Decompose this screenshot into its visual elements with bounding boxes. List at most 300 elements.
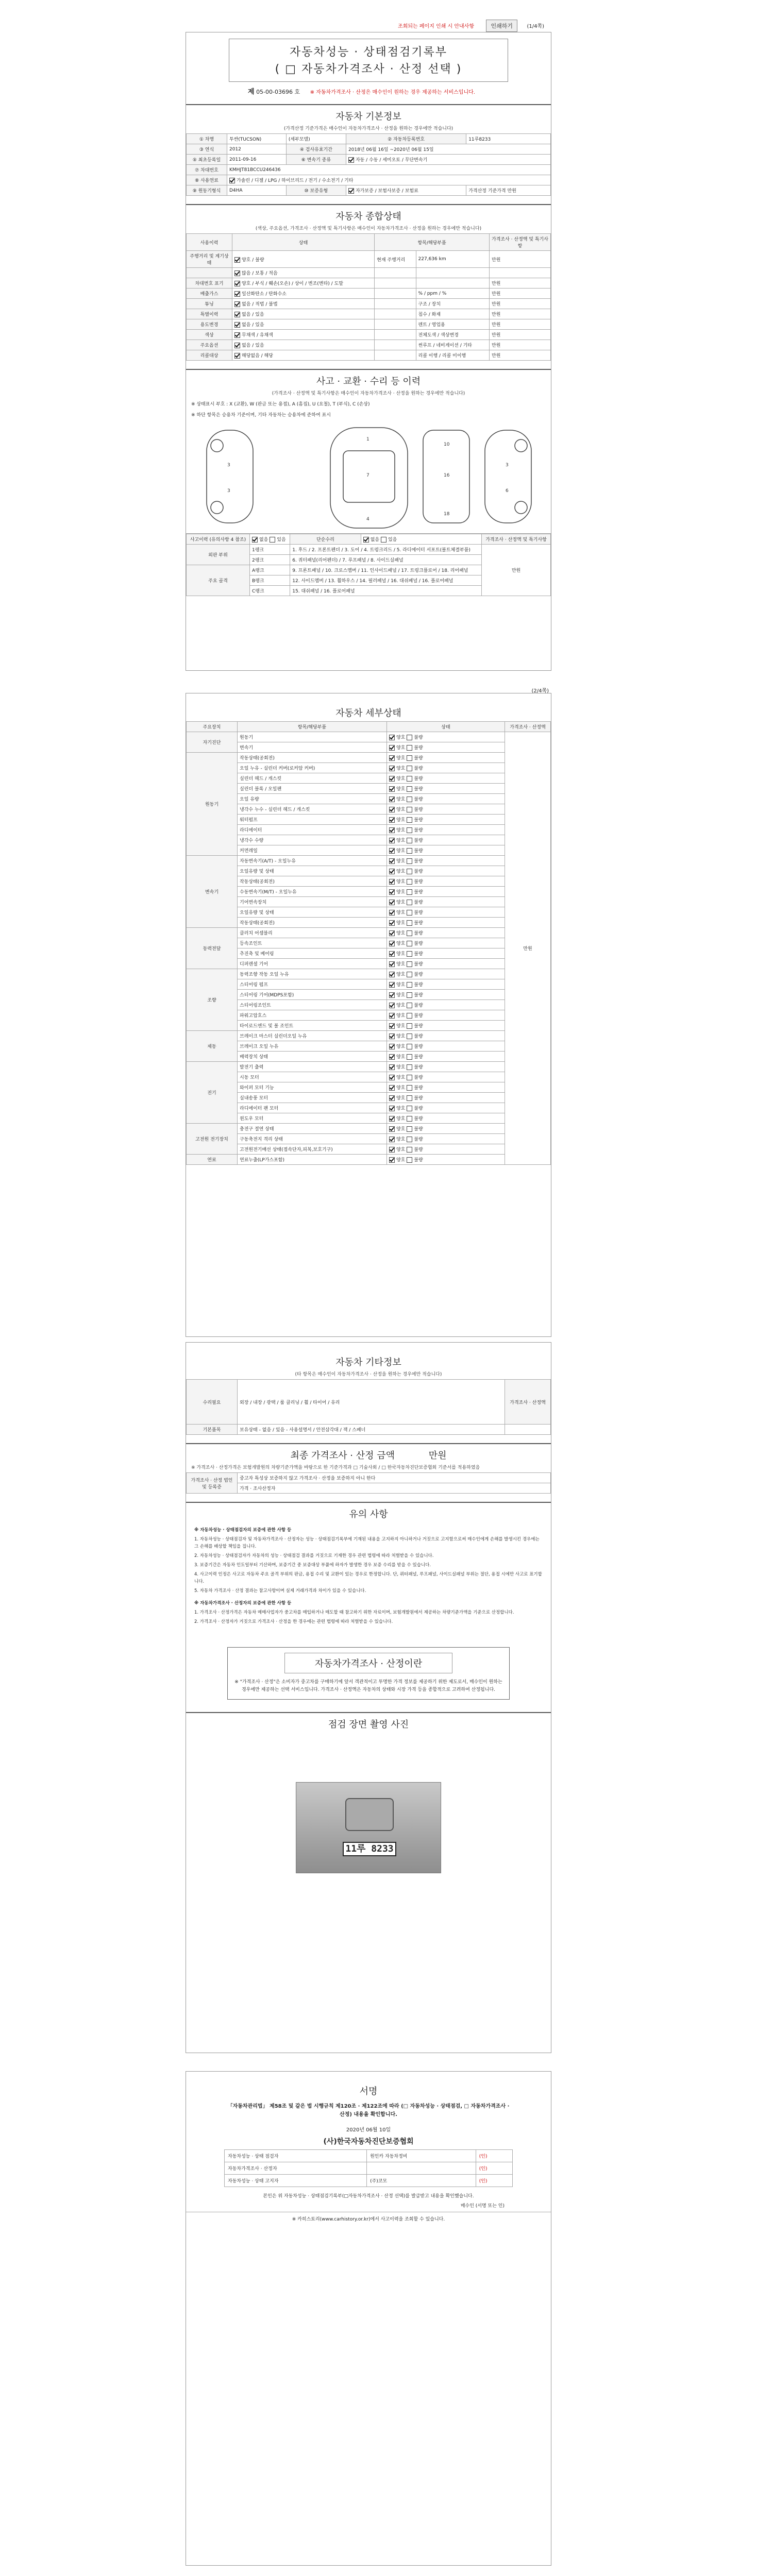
state-bad-label: 불량 bbox=[414, 838, 423, 843]
group-cell: 고전원 전기장치 bbox=[187, 1124, 238, 1155]
notice-item: 1. 가격조사 · 산정가격은 자동차 매매사업자가 중고차를 매입하거나 매도할 때 참고하기 위한 자료이며, 보험개발원에서 제공하는 차량기준가액을 기준으로 산정합니다. bbox=[194, 1610, 514, 1615]
state-good-label: 양호 bbox=[396, 1086, 406, 1091]
cell: 썬루프 / 네비게이션 / 기타 bbox=[416, 340, 489, 350]
cell: 227,636 km bbox=[416, 251, 489, 268]
checkbox-icon bbox=[389, 930, 395, 936]
checkbox-icon bbox=[407, 1106, 412, 1111]
cell: D4HA bbox=[227, 185, 287, 196]
table-row bbox=[187, 1155, 551, 1165]
checkbox-icon bbox=[407, 745, 412, 751]
state-bad-label: 불량 bbox=[414, 797, 423, 802]
checkbox-icon bbox=[389, 1126, 395, 1132]
state-good-label: 양호 bbox=[396, 818, 406, 823]
item-cell: 원동기 bbox=[238, 732, 387, 742]
table-row bbox=[187, 815, 551, 825]
item-cell: 추진축 및 베어링 bbox=[238, 948, 387, 959]
checkbox-icon bbox=[234, 281, 240, 286]
group-cell: 동력전달 bbox=[187, 928, 238, 969]
cell: ⑦ 차대번호 bbox=[187, 165, 227, 175]
state-bad-label: 불량 bbox=[414, 787, 423, 792]
table-row bbox=[187, 1031, 551, 1041]
state-good-label: 양호 bbox=[396, 869, 406, 874]
table-row bbox=[187, 1010, 551, 1021]
checkbox-icon bbox=[389, 1044, 395, 1049]
cell: ② 자동차등록번호 bbox=[346, 134, 466, 144]
table-row bbox=[187, 1093, 551, 1103]
checkbox-icon bbox=[407, 1033, 412, 1039]
doc-suffix: 호 bbox=[294, 89, 300, 95]
cell bbox=[232, 309, 375, 319]
cell bbox=[375, 299, 416, 309]
notice-body bbox=[186, 1522, 551, 1632]
doc-note: ※ 자동차가격조사 · 산정은 매수인이 원하는 경우 제공하는 서비스입니다. bbox=[310, 90, 475, 95]
state-good-label: 양호 bbox=[396, 921, 406, 926]
cell: % / ppm / % bbox=[416, 289, 489, 299]
cell: B랭크 bbox=[249, 575, 290, 586]
cell-text: 없음 / 있음 bbox=[242, 323, 264, 328]
checkbox-icon bbox=[234, 312, 240, 317]
checkbox-icon bbox=[407, 1095, 412, 1101]
table-row bbox=[187, 742, 551, 753]
table-row bbox=[187, 876, 551, 887]
item-cell: 기어변속장치 bbox=[238, 897, 387, 907]
col-header: 상태 bbox=[387, 722, 505, 732]
state-bad-label: 불량 bbox=[414, 1044, 423, 1049]
checkbox-icon bbox=[389, 982, 395, 988]
item-cell: 실린더 블록 / 오일팬 bbox=[238, 784, 387, 794]
state-cell bbox=[387, 1021, 505, 1031]
item-cell: 스티어링 펌프 bbox=[238, 979, 387, 990]
item-cell: 디퍼렌셜 기어 bbox=[238, 959, 387, 969]
state-cell bbox=[387, 979, 505, 990]
checkbox-icon bbox=[389, 961, 395, 967]
table-row bbox=[187, 1113, 551, 1124]
item-cell: 브레이크 오일 누유 bbox=[238, 1041, 387, 1052]
table-row bbox=[187, 959, 551, 969]
checkbox-icon bbox=[229, 178, 235, 183]
cell bbox=[361, 534, 481, 545]
checkbox-icon bbox=[407, 755, 412, 761]
state-cell bbox=[387, 1103, 505, 1113]
cell: 리콜 이행 / 리콜 미이행 bbox=[416, 350, 489, 361]
group-cell: 자기진단 bbox=[187, 732, 238, 753]
cell bbox=[232, 319, 375, 330]
cell: 만원 bbox=[490, 251, 551, 268]
state-good-label: 양호 bbox=[396, 982, 406, 988]
checkbox-icon bbox=[389, 1003, 395, 1008]
checkbox-icon bbox=[389, 972, 395, 977]
item-cell: 와이퍼 모터 기능 bbox=[238, 1082, 387, 1093]
state-cell bbox=[387, 835, 505, 845]
state-good-label: 양호 bbox=[396, 1044, 406, 1049]
state-good-label: 양호 bbox=[396, 1116, 406, 1122]
state-bad-label: 불량 bbox=[414, 921, 423, 926]
item-cell: 윈도우 모터 bbox=[238, 1113, 387, 1124]
checkbox-icon bbox=[407, 1147, 412, 1153]
checkbox-icon bbox=[389, 858, 395, 864]
group-cell: 원동기 bbox=[187, 753, 238, 856]
col-header: 주요장치 bbox=[187, 722, 238, 732]
cell: 1. 후드 / 2. 프론트펜더 / 3. 도어 / 4. 트렁크리드 / 5. 라디에이터 서포트(볼트체결부품) bbox=[290, 545, 482, 555]
state-bad-label: 불량 bbox=[414, 1075, 423, 1080]
state-good-label: 양호 bbox=[396, 1065, 406, 1070]
table-row bbox=[187, 753, 551, 763]
checkbox-icon bbox=[389, 1095, 395, 1101]
table-row bbox=[187, 1473, 551, 1483]
state-good-label: 양호 bbox=[396, 849, 406, 854]
page-number: (1/4쪽) bbox=[527, 24, 544, 29]
table-row bbox=[187, 969, 551, 979]
state-good-label: 양호 bbox=[396, 972, 406, 977]
table-row bbox=[187, 134, 551, 144]
cell: 자동차가격조사 · 산정자 bbox=[225, 2162, 367, 2175]
checkbox-icon bbox=[389, 786, 395, 792]
state-bad-label: 불량 bbox=[414, 1158, 423, 1163]
cell: 렌트 / 영업용 bbox=[416, 319, 489, 330]
item-cell: 고전원전기배선 상태(접속단자,피복,보호기구) bbox=[238, 1144, 387, 1155]
checkbox-icon bbox=[234, 343, 240, 348]
state-cell bbox=[387, 1093, 505, 1103]
cell-text: 무채색 / 유채색 bbox=[242, 333, 273, 338]
cell: ⑥ 변속기 종류 bbox=[286, 155, 346, 165]
cell: 보유상태 - 없음 / 있음 - 사용설명서 / 안전삼각대 / 잭 / 스패너 bbox=[238, 1425, 505, 1435]
cell: 색상 bbox=[187, 330, 232, 340]
cell bbox=[232, 278, 375, 289]
print-notice-link[interactable]: 조회되는 페이지 인쇄 시 안내사항 bbox=[398, 24, 474, 29]
cell bbox=[416, 268, 489, 278]
cell: 가격 · 조사산정자 bbox=[238, 1483, 551, 1494]
item-cell: 스티어링조인트 bbox=[238, 1000, 387, 1010]
checkbox-icon bbox=[407, 951, 412, 957]
checkbox-icon bbox=[389, 1137, 395, 1142]
table-row bbox=[187, 251, 551, 268]
item-cell: 오일유량 및 상태 bbox=[238, 866, 387, 876]
col-header: 상태 bbox=[232, 234, 375, 251]
cell: 투싼(TUCSON) bbox=[227, 134, 287, 144]
page-3 bbox=[186, 1342, 551, 2053]
cell bbox=[367, 2162, 476, 2175]
table-row bbox=[187, 319, 551, 330]
checkbox-icon bbox=[389, 1157, 395, 1163]
col-header: 항목/해당부품 bbox=[375, 234, 490, 251]
state-bad-label: 불량 bbox=[414, 849, 423, 854]
cell bbox=[187, 268, 232, 278]
cell: 외장 / 내장 / 광택 / 룸 클리닝 / 휠 / 타이어 / 유리 bbox=[238, 1380, 505, 1425]
cell bbox=[232, 268, 375, 278]
state-cell bbox=[387, 1155, 505, 1165]
cell bbox=[346, 155, 550, 165]
table-row bbox=[187, 784, 551, 794]
item-cell: 냉각수 누수 - 실린더 헤드 / 개스킷 bbox=[238, 804, 387, 815]
checkbox-icon bbox=[348, 157, 354, 163]
sign-org: (사)한국자동차진단보증협회 bbox=[323, 2138, 414, 2146]
state-bad-label: 불량 bbox=[414, 993, 423, 998]
car-right-side bbox=[485, 430, 531, 523]
checkbox-icon bbox=[389, 879, 395, 885]
cell: 9. 프론트패널 / 10. 크로스멤버 / 11. 인사이드패널 / 17. 트렁크플로어 / 18. 리어패널 bbox=[290, 565, 482, 575]
cell: 차대번호 표기 bbox=[187, 278, 232, 289]
table-row bbox=[187, 866, 551, 876]
checkbox-icon bbox=[407, 992, 412, 998]
cell: 만원 bbox=[490, 299, 551, 309]
state-cell bbox=[387, 1052, 505, 1062]
state-good-label: 양호 bbox=[396, 1127, 406, 1132]
state-cell bbox=[387, 969, 505, 979]
state-cell bbox=[387, 815, 505, 825]
item-cell: 브레이크 마스터 실린더오일 누유 bbox=[238, 1031, 387, 1041]
state-cell bbox=[387, 773, 505, 784]
item-cell: 실린더 헤드 / 개스킷 bbox=[238, 773, 387, 784]
cell-text: 자가보증 / 보험사보증 / 보험료 bbox=[355, 189, 418, 194]
cell: 만원 bbox=[490, 309, 551, 319]
group-cell: 조향 bbox=[187, 969, 238, 1031]
car-label: 3 bbox=[506, 463, 509, 468]
cell: 사고이력 (유의사항 4 참조) bbox=[187, 534, 250, 545]
checkbox-icon bbox=[407, 1054, 412, 1060]
state-cell bbox=[387, 856, 505, 866]
state-cell bbox=[387, 948, 505, 959]
cell-text: 가격산정 기준가격 bbox=[468, 189, 506, 194]
state-bad-label: 불량 bbox=[414, 818, 423, 823]
cell: (인) bbox=[476, 2150, 512, 2162]
checkbox-icon bbox=[389, 869, 395, 874]
cell: (세부모델) bbox=[286, 134, 346, 144]
cell: 12. 사이드멤버 / 13. 휠하우스 / 14. 필러패널 / 16. 대쉬패널 / 16. 플로어패널 bbox=[290, 575, 482, 586]
cell bbox=[346, 185, 466, 196]
item-cell: 커먼레일 bbox=[238, 845, 387, 856]
item-cell: 파워고압호스 bbox=[238, 1010, 387, 1021]
checkbox-icon bbox=[389, 776, 395, 782]
state-good-label: 양호 bbox=[396, 1003, 406, 1008]
state-bad-label: 불량 bbox=[414, 1147, 423, 1153]
cell: 리콜대상 bbox=[187, 350, 232, 361]
checkbox-icon bbox=[407, 869, 412, 874]
cell bbox=[232, 289, 375, 299]
table-row bbox=[187, 1062, 551, 1072]
state-good-label: 양호 bbox=[396, 745, 406, 751]
table-header-row bbox=[187, 722, 551, 732]
state-cell bbox=[387, 763, 505, 773]
table-row bbox=[187, 1021, 551, 1031]
table-row bbox=[187, 1425, 551, 1435]
cell: ① 차명 bbox=[187, 134, 227, 144]
cell: KMHJT81BCCU246436 bbox=[227, 165, 551, 175]
table-row bbox=[187, 1134, 551, 1144]
cell: (인) bbox=[476, 2162, 512, 2175]
checkbox-icon bbox=[381, 537, 386, 543]
document-title: 자동차성능 · 상태점검기록부 bbox=[289, 46, 447, 59]
table-row bbox=[187, 155, 551, 165]
state-good-label: 양호 bbox=[396, 735, 406, 740]
state-bad-label: 불량 bbox=[414, 972, 423, 977]
table-row bbox=[187, 278, 551, 289]
state-bad-label: 불량 bbox=[414, 828, 423, 833]
cell: ⑩ 보증유형 bbox=[286, 185, 346, 196]
table-row bbox=[187, 1072, 551, 1082]
car-label: 4 bbox=[366, 517, 369, 522]
checkbox-icon bbox=[407, 1126, 412, 1132]
cell: 11루8233 bbox=[466, 134, 551, 144]
cell: 기본품목 bbox=[187, 1425, 238, 1435]
wheel-icon bbox=[211, 501, 223, 514]
car-label: 3 bbox=[227, 488, 230, 494]
cell: 외판 부위 bbox=[187, 545, 250, 565]
receipt-sign: 매수인 (서명 또는 인) bbox=[460, 2204, 505, 2209]
state-bad-label: 불량 bbox=[414, 1086, 423, 1091]
checkbox-icon bbox=[407, 1044, 412, 1049]
table-row bbox=[187, 1144, 551, 1155]
table-row bbox=[187, 268, 551, 278]
state-bad-label: 불량 bbox=[414, 766, 423, 771]
checkbox-icon bbox=[234, 332, 240, 338]
final-price-label: 최종 가격조사 · 산정 금액 bbox=[290, 1450, 395, 1461]
notice-head-1: ※ 자동차성능 · 상태점검자의 보증에 관한 사항 등 bbox=[194, 1528, 292, 1533]
checkbox-icon bbox=[407, 941, 412, 946]
state-cell bbox=[387, 1144, 505, 1155]
checkbox-icon bbox=[252, 537, 258, 543]
cell bbox=[375, 330, 416, 340]
cell bbox=[375, 309, 416, 319]
col-header: 항목/해당부품 bbox=[238, 722, 387, 732]
checkbox-icon bbox=[348, 188, 354, 194]
state-bad-label: 불량 bbox=[414, 1106, 423, 1111]
cell: (주)코모 bbox=[367, 2175, 476, 2187]
state-good-label: 양호 bbox=[396, 1096, 406, 1101]
final-price-unit: 만원 bbox=[428, 1450, 447, 1461]
cell: 중고자 특성상 보증하지 않고 가격조사 · 산정을 보증하지 아니 한다 bbox=[238, 1473, 551, 1483]
table-row bbox=[187, 763, 551, 773]
state-cell bbox=[387, 897, 505, 907]
checkbox-icon bbox=[389, 796, 395, 802]
table-row bbox=[187, 1052, 551, 1062]
cell: 침수 / 화재 bbox=[416, 309, 489, 319]
print-button[interactable]: 인쇄하기 bbox=[486, 20, 517, 32]
cell-text: 있음 bbox=[277, 537, 286, 543]
state-bad-label: 불량 bbox=[414, 1096, 423, 1101]
item-cell: 충전구 절연 상태 bbox=[238, 1124, 387, 1134]
state-cell bbox=[387, 1082, 505, 1093]
cell: 단순수리 bbox=[290, 534, 361, 545]
state-cell bbox=[387, 990, 505, 1000]
state-good-label: 양호 bbox=[396, 1147, 406, 1153]
cell: 가격조사 · 산정액 bbox=[505, 1380, 551, 1425]
cell: ④ 검사유효기간 bbox=[286, 144, 346, 155]
table-row bbox=[187, 1380, 551, 1425]
wheel-icon bbox=[515, 501, 527, 514]
table-row bbox=[187, 845, 551, 856]
checkbox-icon bbox=[389, 951, 395, 957]
top-bar bbox=[186, 18, 551, 33]
table-row bbox=[187, 887, 551, 897]
item-cell: 동력조향 작동 오일 누유 bbox=[238, 969, 387, 979]
item-cell: 오일 유량 bbox=[238, 794, 387, 804]
document-subtitle: ( □ 자동차가격조사 · 산정 선택 ) bbox=[275, 63, 462, 76]
cell bbox=[416, 278, 489, 289]
cell bbox=[375, 268, 416, 278]
state-bad-label: 불량 bbox=[414, 1065, 423, 1070]
state-cell bbox=[387, 732, 505, 742]
basic-info-table bbox=[186, 133, 551, 196]
state-good-label: 양호 bbox=[396, 941, 406, 946]
cell: 가격조사 · 산정 법인 및 등록증 bbox=[187, 1473, 238, 1494]
table-row bbox=[187, 1103, 551, 1113]
table-row bbox=[187, 773, 551, 784]
page-4 bbox=[186, 2071, 551, 2566]
checkbox-icon bbox=[389, 889, 395, 895]
item-cell: 발전기 출력 bbox=[238, 1062, 387, 1072]
item-cell: 등속조인트 bbox=[238, 938, 387, 948]
notice-item: 1. 자동차성능 · 상태점검자 및 자동차가격조사 · 산정자는 성능 · 상태점검기록부에 기재된 내용을 고지하지 아니하거나 거짓으로 고지함으로써 매수인에게 손해를 발생시킨 경우에는 그 손해를 배상할 책임을 집니다. bbox=[194, 1537, 540, 1549]
cell bbox=[375, 278, 416, 289]
cell bbox=[232, 330, 375, 340]
cell bbox=[232, 251, 375, 268]
cell: 2011-09-16 bbox=[227, 155, 287, 165]
cell: 2012 bbox=[227, 144, 287, 155]
car-label: 3 bbox=[227, 463, 230, 468]
state-cell bbox=[387, 825, 505, 835]
checkbox-icon bbox=[407, 1116, 412, 1122]
wheel-icon bbox=[211, 439, 223, 452]
cell: 자동차성능 · 상태 점검자 bbox=[225, 2150, 367, 2162]
table-row bbox=[187, 350, 551, 361]
checkbox-icon bbox=[234, 353, 240, 359]
state-bad-label: 불량 bbox=[414, 1137, 423, 1142]
cell bbox=[375, 319, 416, 330]
notice-title: 유의 사항 bbox=[186, 1502, 551, 1520]
cell-text: 양호 / 부식 / 훼손(오손) / 상이 / 변조(변타) / 도말 bbox=[242, 281, 343, 286]
checkbox-icon bbox=[407, 972, 412, 977]
notice-item: 4. 사고이력 인정은 사고로 자동차 주요 골격 부위의 판금, 용접 수리 및 교환이 있는 경우로 한정합니다. 단, 쿼터패널, 루프패널, 사이드실패널 부위는 절단, 용접 시에만 사고로 표기합니다. bbox=[194, 1572, 542, 1584]
state-good-label: 양호 bbox=[396, 756, 406, 761]
table-row bbox=[187, 897, 551, 907]
checkbox-icon bbox=[389, 838, 395, 843]
checkbox-icon bbox=[407, 879, 412, 885]
table-row bbox=[187, 165, 551, 175]
checkbox-icon bbox=[270, 537, 275, 543]
checkbox-icon bbox=[234, 291, 240, 297]
state-cell bbox=[387, 784, 505, 794]
state-cell bbox=[387, 1072, 505, 1082]
cell bbox=[232, 350, 375, 361]
notice-item: 2. 가격조사 · 산정자가 거짓으로 가격조사 · 산정을 한 경우에는 관련 법령에 따라 처벌받을 수 있습니다. bbox=[194, 1619, 393, 1624]
general-status-subtitle: (색상, 주요옵션, 가격조사 · 산정액 및 특기사항은 매수인이 자동차가격조사 · 산정을 원하는 경우에만 적습니다) bbox=[255, 226, 482, 231]
sign-date: 2020년 06월 10일 bbox=[346, 2127, 391, 2133]
checkbox-icon bbox=[407, 786, 412, 792]
footer-note: ※ 카히스토리(www.carhistory.or.kr)에서 사고이력을 조회할 수 있습니다. bbox=[186, 2212, 551, 2225]
other-info-table bbox=[186, 1379, 551, 1435]
checkbox-icon bbox=[389, 1075, 395, 1080]
checkbox-icon bbox=[389, 755, 395, 761]
state-cell bbox=[387, 866, 505, 876]
state-cell bbox=[387, 1113, 505, 1124]
checkbox-icon bbox=[407, 776, 412, 782]
checkbox-icon bbox=[389, 1033, 395, 1039]
state-bad-label: 불량 bbox=[414, 859, 423, 864]
general-status-table bbox=[186, 233, 551, 361]
checkbox-icon bbox=[407, 848, 412, 854]
state-good-label: 양호 bbox=[396, 1013, 406, 1019]
cell: 자동차성능 · 상태 고지자 bbox=[225, 2175, 367, 2187]
state-cell bbox=[387, 794, 505, 804]
cell: 만원 bbox=[490, 278, 551, 289]
cell-text: 양호 / 불량 bbox=[242, 257, 264, 263]
final-price-table bbox=[186, 1472, 551, 1494]
table-row bbox=[225, 2162, 513, 2175]
checkbox-icon bbox=[407, 735, 412, 740]
group-cell: 제동 bbox=[187, 1031, 238, 1062]
cell: C랭크 bbox=[249, 586, 290, 596]
cell: 배출가스 bbox=[187, 289, 232, 299]
